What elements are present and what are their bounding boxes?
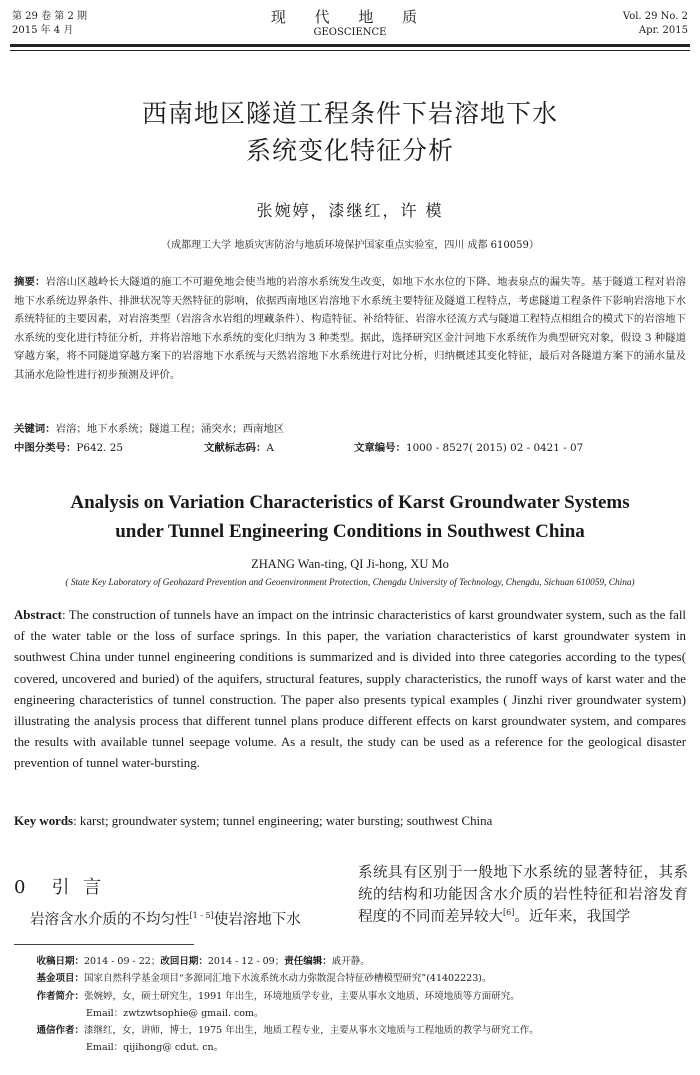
running-header-right (623, 10, 688, 38)
affiliation-cn: （成都理工大学 地质灾害防治与地质环境保护国家重点实验室，四川 成都 610059） (161, 240, 539, 251)
editor-label: 责任编辑： (284, 956, 332, 967)
document-code (204, 440, 274, 456)
abstract-cn (14, 273, 686, 384)
title-cn-line2: 系统变化特征分析 (245, 136, 454, 165)
corresponding-text: 漆继红，女，讲师，博士，1975 年出生，地质工程专业，主要从事水文地质与工程地质的教学与研究工作。 (84, 1025, 539, 1037)
received-label: 收稿日期： (36, 956, 84, 967)
abstract-en-label: Abstract (14, 608, 62, 622)
article-number (354, 440, 583, 456)
corresponding-label: 通信作者： (36, 1025, 84, 1037)
intro-right-text: 系统具有区别于一般地下水系统的显著特征，其系统的结构和功能因含水介质的岩性特征和岩溶发育程度的不同而差异较大 (358, 865, 688, 925)
corresponding-email[interactable]: Email：qijihong@ cdut. cn。 (86, 1042, 224, 1054)
abstract-cn-text: 岩溶山区越岭长大隧道的施工不可避免地会使当地的岩溶水系统发生改变，如地下水水位的下降、地表泉点的漏失等。基于隧道工程对岩溶地下水系统边界条件、排泄状况等天然特征的影响，依据西南地区岩溶地下水系统主要特征及隧道工程特点，考虑隧道工程条件下影响岩溶地下水系统特征的主要因素，对岩溶类型（岩溶含水岩组的埋藏条件）、构造特征、补给特征、岩溶水径流方式与隧道工程特点相组合的模式下的岩溶地下水系统的变化进行特征分析，并将岩溶地下水系统的变化归纳为 3 种类型。据此，选择研究区金汁河地下水系统作为典型研究对象，假设 3 种隧道穿越方案，将不同隧道穿越方案下的岩溶地下水系统与天然岩溶地下水系统进行对比分析，归纳概述其变化特征，最后对各隧道方案下的涌水量及其涌水危险性进行初步预测及评价。 (14, 276, 687, 381)
keywords-en-text: : karst; groundwater system; tunnel engineering; water bursting; southwest China (73, 814, 493, 828)
title-en-line2: under Tunnel Engineering Conditions in Southwest China (115, 521, 585, 542)
publication-date-en: Apr. 2015 (638, 25, 688, 36)
volume-issue: 第 29 卷 第 2 期 (12, 11, 87, 22)
author-email[interactable]: Email：zwtzwtsophie@ gmail. com。 (86, 1007, 264, 1019)
authors-en: ZHANG Wan-ting, QI Ji-hong, XU Mo (251, 557, 449, 571)
volume-issue-en: Vol. 29 No. 2 (622, 11, 688, 22)
footnote-rule (14, 944, 194, 945)
header-thick-rule (10, 44, 690, 47)
footnotes (14, 953, 686, 1057)
article-title-en (0, 488, 700, 546)
intro-left-text: 岩溶含水介质的不均匀性 (30, 912, 190, 928)
title-cn-line1: 西南地区隧道工程条件下岩溶地下水 (141, 99, 558, 128)
journal-name-en: GEOSCIENCE (313, 27, 387, 38)
keywords-en-label: Key words (14, 814, 74, 828)
body-right-column (358, 862, 688, 928)
publication-date: 2015 年 4 月 (12, 25, 74, 36)
footnote-dates (14, 953, 686, 970)
keywords-cn-label: 关键词： (14, 423, 56, 435)
doc-code-label: 文献标志码： (204, 442, 267, 454)
article-title-cn (0, 95, 700, 169)
intro-right-text-cont: 。近年来，我国学 (514, 909, 631, 925)
section-number: 0 (14, 877, 30, 898)
footnote-author (14, 988, 686, 1005)
abstract-cn-label: 摘要： (14, 276, 46, 288)
author-bio-label: 作者简介： (36, 990, 84, 1002)
revised-text: 2014 - 12 - 09； (207, 956, 285, 967)
keywords-en (14, 814, 686, 829)
body-left-column (30, 909, 352, 931)
clc-value: P642. 25 (76, 442, 123, 454)
journal-name-cn: 现 代 地 质 (270, 8, 430, 26)
article-number-value: 1000 - 8527( 2015) 02 - 0421 - 07 (405, 442, 584, 454)
affiliation-en: ( State Key Laboratory of Geohazard Prevention and Geoenvironment Protection, Chengdu University of Technology, Chengdu, Sichuan 610059, China) (65, 578, 635, 588)
citation-ref[interactable]: [6] (503, 908, 515, 917)
editor-text: 戚开静。 (331, 956, 370, 967)
abstract-en-text: : The construction of tunnels have an impact on the intrinsic characteristics of karst groundwater system, such as the fall of the water table or the loss of surface springs. In this paper, the variation characteristics of karst groundwater system in southwest China under tunnel engineering conditions is summarized and is divided into three categories according to the types( covered, uncovered and buried) of the aquifers, structural features, supply characteristics, the runoff ways of karst water and the engineering characteristics of tunnel construction. The paper also presents typical examples ( Jinzhi river groundwater system) illustrating the analysis process that different tunnel plans produce different effects on karst groundwater system, and compares the results with available tunnel seepage volume. As a result, the study can be used as a reference for the geological disaster prevention of tunnel water-bursting. (14, 608, 686, 771)
article-number-label: 文章编号： (354, 442, 406, 454)
revised-label: 改回日期： (160, 956, 208, 967)
fund-label: 基金项目： (36, 973, 84, 985)
running-header-center (0, 8, 700, 40)
authors-cn: 张婉婷，漆继红，许 模 (256, 201, 444, 220)
keywords-cn (14, 421, 686, 437)
citation-ref[interactable]: [1 - 5] (189, 911, 214, 920)
footnote-fund (14, 970, 686, 987)
clc-label: 中图分类号： (14, 442, 77, 454)
author-bio-text: 张婉婷，女，硕士研究生，1991 年出生，环境地质学专业，主要从事水文地质、环境地质等方面研究。 (84, 990, 520, 1002)
keywords-cn-text: 岩溶；地下水系统；隧道工程；涌突水；西南地区 (55, 423, 285, 435)
fund-text: 国家自然科学基金项目“多源同汇地下水流系统水动力弥散混合特征砂槽模型研究”(41402223)。 (84, 973, 492, 985)
abstract-en (14, 605, 686, 775)
section-heading (14, 873, 105, 899)
footnote-corresponding (14, 1022, 686, 1039)
title-en-line1: Analysis on Variation Characteristics of Karst Groundwater Systems (70, 492, 630, 513)
doc-code-value: A (266, 442, 274, 454)
received-text: 2014 - 09 - 22； (84, 956, 161, 967)
section-title: 引 言 (51, 877, 106, 898)
clc-number (14, 440, 123, 456)
header-thin-rule (10, 50, 690, 51)
intro-left-text-cont: 使岩溶地下水 (213, 912, 301, 928)
